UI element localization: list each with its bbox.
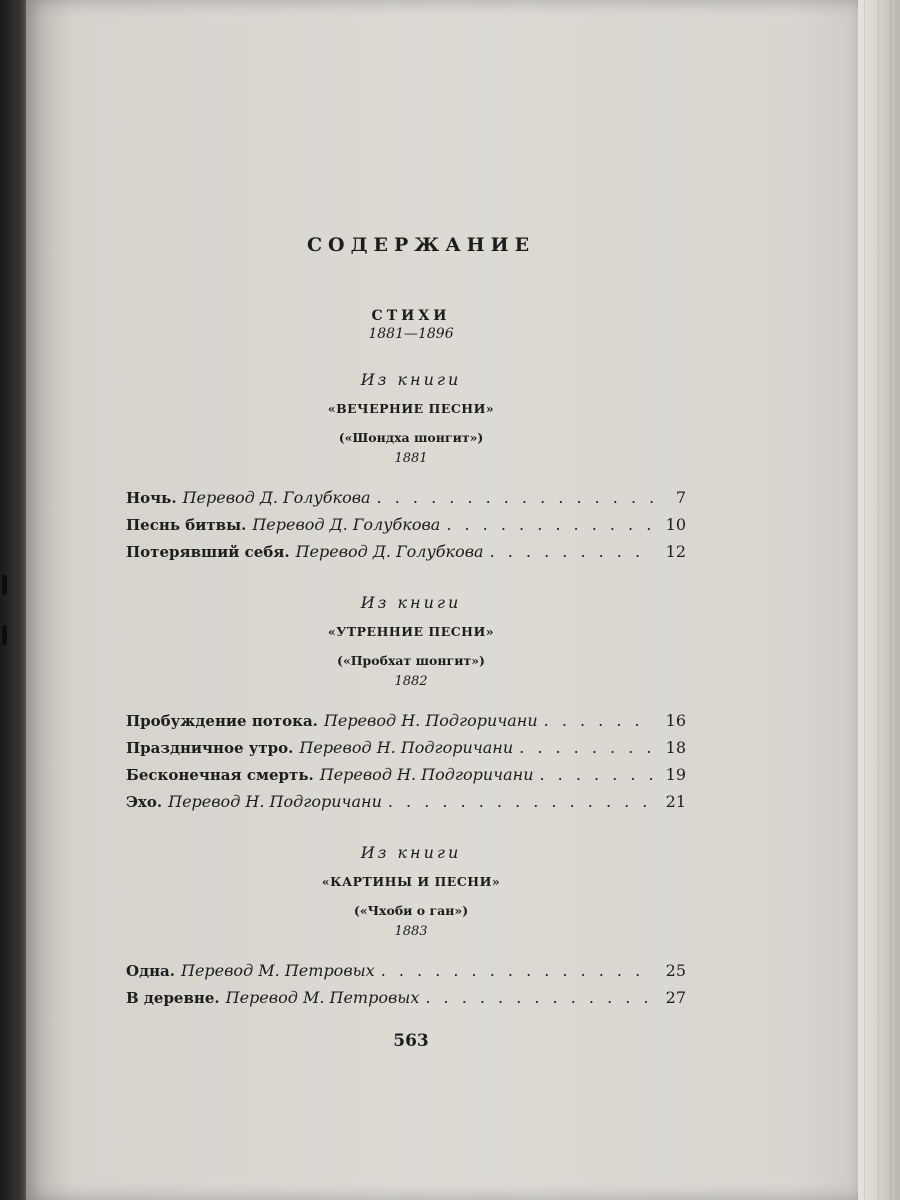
- book-original-title: («Пробхат шонгит»): [337, 653, 485, 668]
- page-title: СОДЕРЖАНИЕ: [306, 234, 536, 256]
- spine-mark: [2, 575, 7, 595]
- entry-translator: Перевод М. Петровых: [180, 961, 375, 980]
- book-original-title: («Чхоби о ган»): [353, 903, 469, 918]
- entry-title: Песнь битвы.: [126, 516, 247, 534]
- entry-title: Потерявший себя.: [126, 543, 290, 561]
- book-block: [126, 593, 686, 815]
- dot-leader: [381, 957, 654, 984]
- entry-translator: Перевод Н. Подгоричани: [323, 711, 538, 730]
- dot-leader: [519, 734, 654, 761]
- dot-leader: [377, 484, 654, 511]
- table-of-contents: [126, 230, 686, 1051]
- entry-page-number: 21: [665, 792, 686, 811]
- toc-entry[interactable]: [126, 484, 686, 511]
- book-year: 1882: [394, 674, 428, 689]
- entry-translator: Перевод Д. Голубкова: [295, 542, 484, 561]
- toc-entry[interactable]: [126, 957, 686, 984]
- entry-page-number: 16: [665, 711, 686, 730]
- book-original-title: («Шондха шонгит»): [338, 430, 484, 445]
- dot-leader: [540, 761, 655, 788]
- book-year: 1883: [394, 924, 428, 939]
- toc-entry[interactable]: [126, 761, 686, 788]
- entry-title: Пробуждение потока.: [126, 712, 318, 730]
- from-book-label: Из книги: [360, 370, 462, 389]
- entry-page-number: 19: [665, 765, 686, 784]
- book-block: [126, 843, 686, 1011]
- toc-list: [126, 484, 686, 565]
- from-book-label: Из книги: [360, 593, 462, 612]
- entry-page-number: 27: [665, 988, 686, 1007]
- toc-entry[interactable]: [126, 538, 686, 565]
- toc-entry[interactable]: [126, 707, 686, 734]
- section-years: 1881—1896: [368, 326, 454, 342]
- toc-list: [126, 957, 686, 1011]
- dot-leader: [446, 511, 654, 538]
- toc-entry[interactable]: [126, 734, 686, 761]
- dot-leader: [490, 538, 654, 565]
- book-year: 1881: [394, 451, 428, 466]
- entry-title: В деревне.: [126, 989, 220, 1007]
- book-page: [26, 0, 858, 1200]
- entry-title: Одна.: [126, 962, 175, 980]
- book-title: «УТРЕННИЕ ПЕСНИ»: [327, 624, 495, 639]
- entry-page-number: 7: [675, 488, 686, 507]
- toc-entry[interactable]: [126, 511, 686, 538]
- dot-leader: [425, 984, 654, 1011]
- entry-title: Эхо.: [126, 793, 163, 811]
- section-title: СТИХИ: [371, 308, 451, 324]
- entry-page-number: 18: [665, 738, 686, 757]
- dot-leader: [388, 788, 654, 815]
- entry-translator: Перевод Н. Подгоричани: [299, 738, 514, 757]
- book-block: [126, 370, 686, 565]
- from-book-label: Из книги: [360, 843, 462, 862]
- toc-entry[interactable]: [126, 788, 686, 815]
- entry-translator: Перевод Д. Голубкова: [252, 515, 441, 534]
- entry-title: Бесконечная смерть.: [126, 766, 314, 784]
- entry-page-number: 25: [665, 961, 686, 980]
- entry-page-number: 12: [665, 542, 686, 561]
- book-title: «ВЕЧЕРНИЕ ПЕСНИ»: [327, 401, 495, 416]
- entry-translator: Перевод М. Петровых: [225, 988, 420, 1007]
- spine-mark: [2, 625, 7, 645]
- entry-translator: Перевод Н. Подгоричани: [168, 792, 382, 811]
- entry-title: Праздничное утро.: [126, 739, 294, 757]
- entry-page-number: 10: [665, 515, 686, 534]
- entry-title: Ночь.: [126, 489, 177, 507]
- entry-translator: Перевод Д. Голубкова: [182, 488, 371, 507]
- page-number-folio: 563: [393, 1031, 429, 1051]
- book-title: «КАРТИНЫ И ПЕСНИ»: [321, 874, 501, 889]
- toc-entry[interactable]: [126, 984, 686, 1011]
- toc-list: [126, 707, 686, 815]
- entry-translator: Перевод Н. Подгоричани: [319, 765, 534, 784]
- dot-leader: [544, 707, 654, 734]
